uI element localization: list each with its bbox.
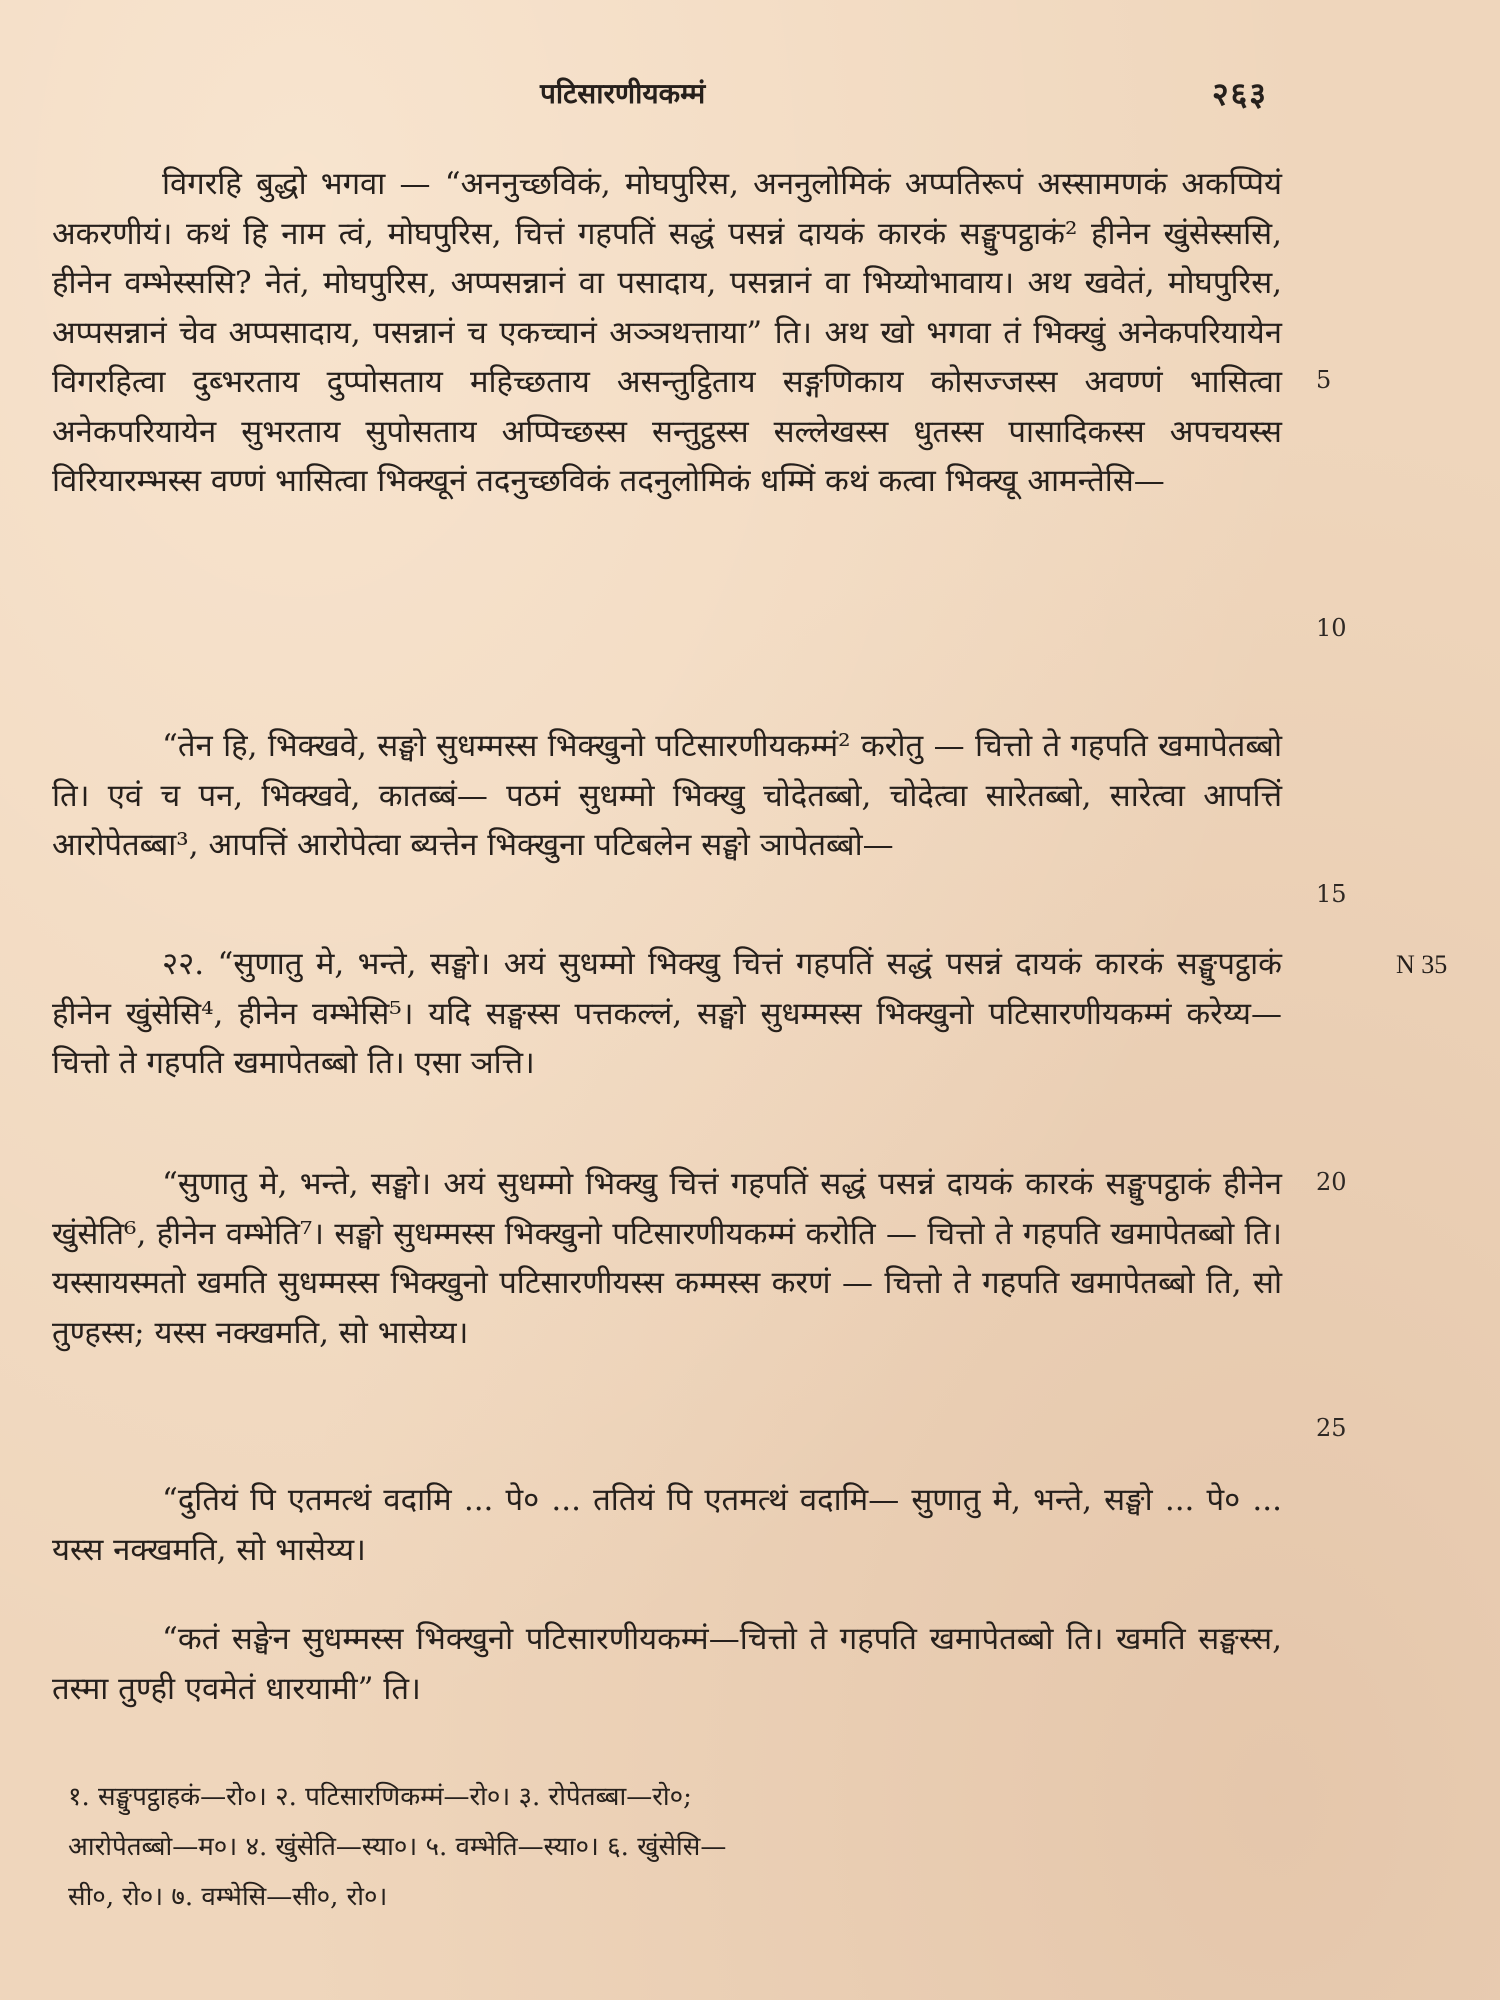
line-number-25: 25: [1316, 1414, 1347, 1442]
paragraph-2: “तेन हि, भिक्खवे, सङ्घो सुधम्मस्स भिक्खुनो पटिसारणीयकम्मं² करोतु — चित्तो ते गहपति खमापेतब्बो ति। एवं च पन, भिक्खवे, कातब्बं— पठमं सुधम्मो भिक्खु चोदेतब्बो, चोदेत्वा सारेतब्बो, सारेत्वा आपत्तिं आरोपेतब्बा³, आपत्तिं आरोपेत्वा ब्यत्तेन भिक्खुना पटिबलेन सङ्घो ञापेतब्बो—: [52, 728, 1282, 863]
paragraph-4: “सुणातु मे, भन्ते, सङ्घो। अयं सुधम्मो भिक्खु चित्तं गहपतिं सद्धं पसन्नं दायकं कारकं सङ्घुपट्ठाकं हीनेन खुंसेति⁶, हीनेन वम्भेति⁷। सङ्घो सुधम्मस्स भिक्खुनो पटिसारणीयकम्मं करोति — चित्तो ते गहपति खमापेतब्बो ति। यस्सायस्मतो खमति सुधम्मस्स भिक्खुनो पटिसारणीयस्स कम्मस्स करणं — चित्तो ते गहपति खमापेतब्बो ति, सो तुण्हस्स; यस्स नक्खमति, सो भासेय्य।: [52, 1166, 1282, 1351]
paragraph-5: “दुतियं पि एतमत्थं वदामि ... पे० ... ततियं पि एतमत्थं वदामि— सुणातु मे, भन्ते, सङ्घो ... पे० ... यस्स नक्खमति, सो भासेय्य।: [52, 1482, 1282, 1568]
footnote-line-1: १. सङ्घुपट्ठाहकं—रो०। २. पटिसारणिकम्मं—रो०। ३. रोपेतब्बा—रो०;: [68, 1782, 692, 1812]
footnote-line-3: सी०, रो०। ७. वम्भेसि—सी०, रो०।: [68, 1882, 388, 1912]
footnotes: [68, 1772, 1288, 1922]
footnote-line-2: आरोपेतब्बो—म०। ४. खुंसेति—स्या०। ५. वम्भेति—स्या०। ६. खुंसेसि—: [68, 1832, 727, 1862]
paragraph-1: विगरहि बुद्धो भगवा — “अननुच्छविकं, मोघपुरिस, अननुलोमिकं अप्पतिरूपं अस्सामणकं अकप्पियं अकरणीयं। कथं हि नाम त्वं, मोघपुरिस, चित्तं गहपतिं सद्धं पसन्नं दायकं कारकं सङ्घुपट्ठाकं² हीनेन खुंसेस्ससि, हीनेन वम्भेस्ससि? नेतं, मोघपुरिस, अप्पसन्नानं वा पसादाय, पसन्नानं वा भिय्योभावाय। अथ खवेतं, मोघपुरिस, अप्पसन्नानं चेव अप्पसादाय, पसन्नानं च एकच्चानं अञ्ञथत्ताया” ति। अथ खो भगवा तं भिक्खुं अनेकपरियायेन विगरहित्वा दुब्भरताय दुप्पोसताय महिच्छताय असन्तुट्ठिताय सङ्गणिकाय कोसज्जस्स अवण्णं भासित्वा अनेकपरियायेन सुभरताय सुपोसताय अप्पिच्छस्स सन्तुट्ठस्स सल्लेखस्स धुतस्स पासादिकस्स अपचयस्स विरियारम्भस्स वण्णं भासित्वा भिक्खूनं तदनुच्छविकं तदनुलोमिकं धम्मिं कथं कत्वा भिक्खू आमन्तेसि—: [52, 166, 1282, 499]
line-number-20: 20: [1316, 1168, 1347, 1196]
margin-reference: N 35: [1396, 950, 1448, 979]
line-number-5: 5: [1316, 366, 1332, 394]
page-number: २६३: [1212, 75, 1268, 113]
paragraph-6: “कतं सङ्घेन सुधम्मस्स भिक्खुनो पटिसारणीयकम्मं—चित्तो ते गहपति खमापेतब्बो ति। खमति सङ्घस्स, तस्मा तुण्ही एवमेतं धारयामी” ति।: [52, 1621, 1282, 1707]
running-head-title: पटिसारणीयकम्मं: [540, 77, 706, 110]
line-number-15: 15: [1316, 880, 1347, 908]
line-number-10: 10: [1316, 614, 1347, 642]
paragraph-3: २२. “सुणातु मे, भन्ते, सङ्घो। अयं सुधम्मो भिक्खु चित्तं गहपतिं सद्धं पसन्नं दायकं कारकं सङ्घुपट्ठाकं हीनेन खुंसेसि⁴, हीनेन वम्भेसि⁵। यदि सङ्घस्स पत्तकल्लं, सङ्घो सुधम्मस्स भिक्खुनो पटिसारणीयकम्मं करेय्य—चित्तो ते गहपति खमापेतब्बो ति। एसा ञत्ति।: [52, 946, 1282, 1081]
